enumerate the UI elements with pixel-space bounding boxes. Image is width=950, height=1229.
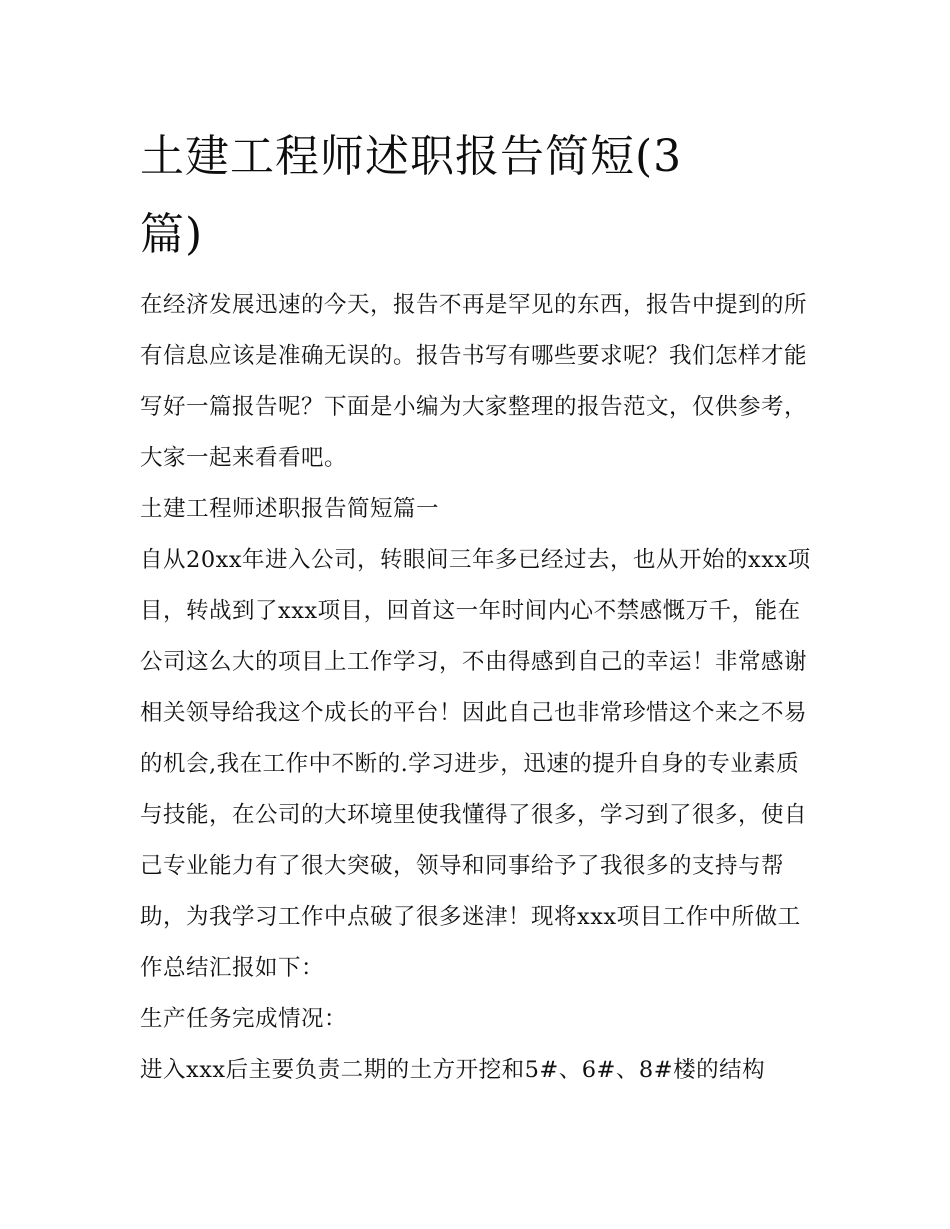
body-paragraph-continued: 进入xxx后主要负责二期的土方开挖和5#、6#、8#楼的结构 — [140, 1057, 766, 1083]
document-body — [140, 280, 820, 1096]
document-title — [140, 118, 780, 274]
section-heading: 土建工程师述职报告简短篇一 — [140, 496, 440, 522]
title-line-2: 篇) — [140, 209, 204, 260]
subheading: 生产任务完成情况： — [140, 1006, 348, 1032]
title-line-1: 土建工程师述职报告简短(3 — [140, 131, 683, 182]
intro-paragraph: 在经济发展迅速的今天，报告不再是罕见的东西，报告中提到的所有信息应该是准确无误的。报告书写有哪些要求呢？我们怎样才能写好一篇报告呢？下面是小编为大家整理的报告范文，仅供参考，大家一起来看看吧。 — [140, 292, 808, 471]
body-paragraph: 自从20xx年进入公司，转眼间三年多已经过去，也从开始的xxx项目，转战到了xxx项目，回首这一年时间内心不禁感慨万千，能在公司这么大的项目上工作学习，不由得感到自己的幸运！非常感谢相关领导给我这个成长的平台！因此自己也非常珍惜这个来之不易的机会,我在工作中不断的.学习进步，迅速的提升自身的专业素质与技能，在公司的大环境里使我懂得了很多，学习到了很多，使自己专业能力有了很大突破，领导和同事给予了我很多的支持与帮助，为我学习工作中点破了很多迷津！现将xxx项目工作中所做工作总结汇报如下： — [140, 547, 811, 981]
